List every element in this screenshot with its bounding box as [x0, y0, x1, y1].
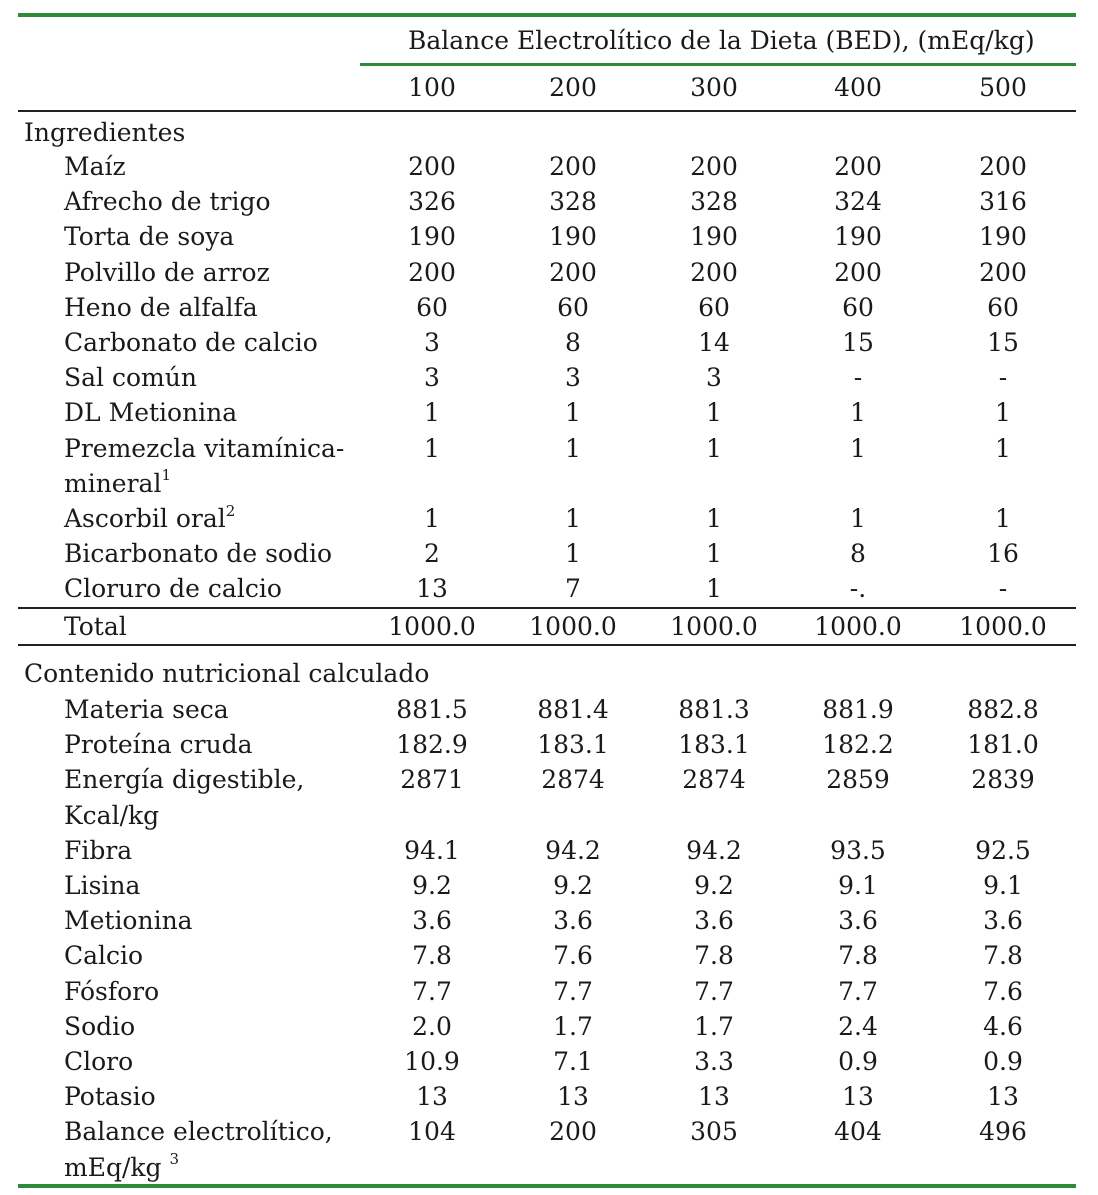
- table-cell: 94.1: [404, 835, 460, 865]
- table-cell: 1: [706, 433, 722, 463]
- table-cell: 2871: [400, 765, 464, 795]
- bed-header-title: Balance Electrolítico de la Dieta (BED), (mEq/kg): [408, 26, 1035, 55]
- total-cell: 1000.0: [529, 612, 617, 641]
- table-cell: 7.8: [838, 941, 878, 971]
- column-header-500: 500: [979, 73, 1027, 102]
- table-cell: 13: [698, 1082, 730, 1112]
- table-cell: 3.6: [412, 906, 452, 936]
- table-cell: 7.8: [983, 941, 1023, 971]
- table-cell: 404: [834, 1117, 882, 1147]
- table-cell: 2839: [971, 765, 1035, 795]
- table-cell: 2874: [682, 765, 746, 795]
- top-rule: [18, 13, 1076, 17]
- table-cell: 3.6: [838, 906, 878, 936]
- table-cell: 183.1: [678, 730, 750, 760]
- table-cell: 190: [979, 222, 1027, 252]
- table-cell: 16: [987, 539, 1019, 569]
- total-cell: 1000.0: [959, 612, 1047, 641]
- table-cell: 2874: [541, 765, 605, 795]
- row-label: Proteína cruda: [64, 730, 253, 760]
- table-cell: 200: [408, 152, 456, 181]
- column-header-400: 400: [834, 73, 882, 102]
- table-cell: 200: [834, 257, 882, 287]
- table-cell: 200: [549, 257, 597, 287]
- table-cell: 326: [408, 187, 456, 217]
- table-cell: -.: [849, 574, 867, 604]
- table-cell: 1: [850, 398, 866, 428]
- row-label: Materia seca: [64, 695, 229, 724]
- table-cell: 1: [706, 539, 722, 569]
- row-label: Maíz: [64, 152, 126, 181]
- table-cell: 881.5: [396, 695, 468, 724]
- row-label: Balance electrolítico,: [64, 1117, 333, 1147]
- table-cell: 305: [690, 1117, 738, 1147]
- table-cell: 13: [557, 1082, 589, 1112]
- row-label: Afrecho de trigo: [64, 187, 271, 217]
- table-cell: 9.2: [412, 871, 452, 900]
- row-label: Torta de soya: [64, 222, 235, 252]
- table-cell: 2.4: [838, 1011, 878, 1041]
- row-label: Metionina: [64, 906, 193, 936]
- bottom-rule: [18, 1184, 1076, 1188]
- table-cell: 3: [424, 363, 440, 393]
- table-cell: 200: [549, 1117, 597, 1147]
- table-cell: 200: [690, 257, 738, 287]
- row-label: Polvillo de arroz: [64, 257, 270, 287]
- table-cell: 13: [416, 574, 448, 604]
- row-label: Potasio: [64, 1082, 156, 1112]
- table-cell: 1.7: [694, 1011, 734, 1041]
- table-cell: 2.0: [412, 1011, 452, 1041]
- row-label-continuation: mEq/kg $^3$: [64, 1150, 180, 1182]
- table-cell: 60: [842, 292, 874, 322]
- table-cell: -: [853, 363, 863, 393]
- footnote-marker: 1: [161, 466, 171, 485]
- table-cell: 0.9: [838, 1047, 878, 1076]
- table-cell: 190: [549, 222, 597, 252]
- row-label: Heno de alfalfa: [64, 292, 258, 322]
- table-cell: 4.6: [983, 1011, 1023, 1041]
- row-label: Carbonato de calcio: [64, 328, 318, 357]
- table-cell: 1: [706, 574, 722, 604]
- table-cell: 200: [690, 152, 738, 181]
- row-label: Energía digestible,: [64, 765, 305, 795]
- table-cell: 496: [979, 1117, 1027, 1147]
- table-cell: 200: [979, 152, 1027, 181]
- table-cell: 200: [979, 257, 1027, 287]
- total-cell: 1000.0: [814, 612, 902, 641]
- table-cell: 8: [565, 328, 581, 357]
- total-cell: 1000.0: [388, 612, 476, 641]
- table-cell: 1: [424, 398, 440, 428]
- table-cell: 181.0: [967, 730, 1039, 760]
- row-label: Sal común: [64, 363, 197, 393]
- table-cell: 881.9: [822, 695, 894, 724]
- table-cell: -: [998, 574, 1008, 604]
- table-cell: 9.2: [694, 871, 734, 900]
- table-cell: 7.7: [412, 976, 452, 1006]
- table-cell: 92.5: [975, 835, 1031, 865]
- table-cell: 3: [565, 363, 581, 393]
- footnote-marker: 3: [169, 1150, 180, 1169]
- row-label: Fósforo: [64, 976, 160, 1006]
- table-cell: 13: [842, 1082, 874, 1112]
- table-cell: 104: [408, 1117, 456, 1147]
- table-cell: 1: [565, 398, 581, 428]
- column-header-300: 300: [690, 73, 738, 102]
- table-cell: 1: [565, 433, 581, 463]
- table-cell: 13: [987, 1082, 1019, 1112]
- total-bottom-rule: [18, 644, 1076, 646]
- row-label: Cloro: [64, 1047, 134, 1076]
- row-label: Fibra: [64, 835, 133, 865]
- table-cell: 1: [706, 504, 722, 533]
- table-cell: 1: [565, 539, 581, 569]
- table-cell: 2859: [826, 765, 890, 795]
- total-label: Total: [64, 612, 127, 641]
- table-cell: 9.2: [553, 871, 593, 900]
- row-label: Sodio: [64, 1011, 136, 1041]
- table-cell: 7.7: [553, 976, 593, 1006]
- row-label: Ascorbil oral$^2$: [64, 501, 236, 533]
- table-cell: 3: [706, 363, 722, 393]
- table-cell: 316: [979, 187, 1027, 217]
- table-cell: 7: [565, 574, 581, 604]
- table-cell: 1: [995, 398, 1011, 428]
- table-cell: 8: [850, 539, 866, 569]
- row-label-continuation: mineral$^1$: [64, 466, 171, 498]
- header-subrule: [360, 63, 1076, 66]
- row-label: Lisina: [64, 871, 141, 900]
- table-cell: 881.3: [678, 695, 750, 724]
- table-cell: 190: [690, 222, 738, 252]
- table-cell: 1: [706, 398, 722, 428]
- table-cell: 9.1: [838, 871, 878, 900]
- table-cell: 1: [424, 504, 440, 533]
- table-cell: 200: [408, 257, 456, 287]
- table-cell: 60: [557, 292, 589, 322]
- table-cell: 328: [690, 187, 738, 217]
- table-cell: 9.1: [983, 871, 1023, 900]
- table-cell: 324: [834, 187, 882, 217]
- table-cell: 1.7: [553, 1011, 593, 1041]
- table-cell: 7.6: [553, 941, 593, 971]
- table-cell: 1: [995, 433, 1011, 463]
- column-header-200: 200: [549, 73, 597, 102]
- table-cell: 200: [834, 152, 882, 181]
- table-cell: 7.8: [412, 941, 452, 971]
- row-label: Cloruro de calcio: [64, 574, 282, 604]
- table-cell: 1: [850, 504, 866, 533]
- column-header-100: 100: [408, 73, 456, 102]
- table-cell: 60: [698, 292, 730, 322]
- row-label: DL Metionina: [64, 398, 238, 428]
- table-cell: 15: [987, 328, 1019, 357]
- table-cell: 2: [424, 539, 440, 569]
- table-cell: 190: [834, 222, 882, 252]
- table-cell: -: [998, 363, 1008, 393]
- section-title: Ingredientes: [24, 118, 186, 147]
- table-cell: 14: [698, 328, 730, 357]
- table-cell: 60: [987, 292, 1019, 322]
- table-cell: 60: [416, 292, 448, 322]
- row-label: Premezcla vitamínica-: [64, 433, 345, 463]
- table-cell: 190: [408, 222, 456, 252]
- table-cell: 3.6: [694, 906, 734, 936]
- table-cell: 94.2: [545, 835, 601, 865]
- table-cell: 7.7: [694, 976, 734, 1006]
- table-cell: 94.2: [686, 835, 742, 865]
- table-cell: 1: [850, 433, 866, 463]
- table-cell: 882.8: [967, 695, 1039, 724]
- table-cell: 3.3: [694, 1047, 734, 1076]
- table-cell: 93.5: [830, 835, 886, 865]
- table-cell: 1: [424, 433, 440, 463]
- total-cell: 1000.0: [670, 612, 758, 641]
- table-cell: 3.6: [553, 906, 593, 936]
- table-cell: 1: [565, 504, 581, 533]
- table-cell: 182.2: [822, 730, 894, 760]
- row-label: Calcio: [64, 941, 144, 971]
- table-cell: 13: [416, 1082, 448, 1112]
- table-cell: 328: [549, 187, 597, 217]
- table-cell: 7.7: [838, 976, 878, 1006]
- table-cell: 200: [549, 152, 597, 181]
- section-title: Contenido nutricional calculado: [24, 659, 430, 688]
- table-cell: 0.9: [983, 1047, 1023, 1076]
- table-cell: 1: [995, 504, 1011, 533]
- total-top-rule: [18, 607, 1076, 609]
- table-cell: 7.8: [694, 941, 734, 971]
- row-label-continuation: Kcal/kg: [64, 800, 160, 830]
- table-cell: 3: [424, 328, 440, 357]
- header-bottom-rule: [18, 110, 1076, 112]
- table-cell: 183.1: [537, 730, 609, 760]
- table-cell: 7.1: [553, 1047, 593, 1076]
- table-cell: 7.6: [983, 976, 1023, 1006]
- table-cell: 881.4: [537, 695, 609, 724]
- table-cell: 3.6: [983, 906, 1023, 936]
- table-cell: 182.9: [396, 730, 468, 760]
- footnote-marker: 2: [225, 501, 236, 520]
- table-cell: 10.9: [404, 1047, 460, 1076]
- row-label: Bicarbonato de sodio: [64, 539, 333, 569]
- table-cell: 15: [842, 328, 874, 357]
